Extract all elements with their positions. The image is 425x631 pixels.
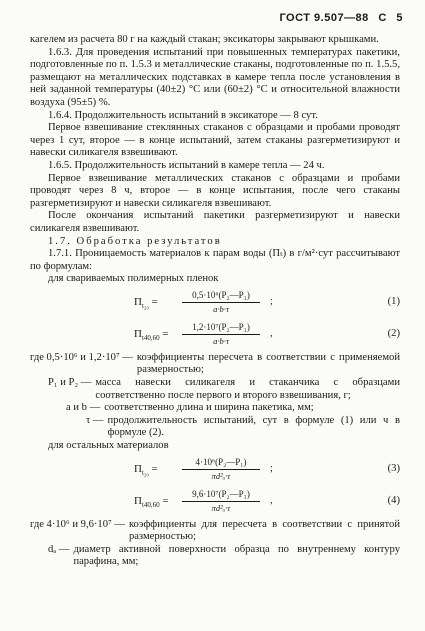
definition: a и b — соответственно длина и ширина пакетика, мм; xyxy=(66,402,314,414)
formula-lhs: $П_{t_{20}}$ = xyxy=(134,295,158,311)
formula-number: (3) xyxy=(387,462,400,474)
formula-number: (4) xyxy=(387,494,400,506)
paragraph: Первое взвешивание стеклянных стаканов с образцами и пробами проводят через 1 сут, второе — в конце испытаний, затем стаканы разгерметизируют и навески силикагеля взвешивают. xyxy=(30,122,400,159)
formula-number: (1) xyxy=(387,295,400,307)
formula-1: $П_{t_{20}}$ = $\frac{\text{0,5·10⁶(P₂—P₁)}}{a\cdot b\cdot\tau}$ ; (1) xyxy=(134,289,400,314)
formula-4: $П_{t40,60}$ = $\frac{\text{9,6·10⁷(P₂—P₁)}}{\text{πd²ₐ·τ}}$ , (4) xyxy=(134,488,400,513)
formula-lhs: $П_{t_{20}}$ = xyxy=(134,462,158,477)
paragraph: для остальных материалов xyxy=(48,440,169,452)
page-letter: С xyxy=(378,12,387,24)
definition: P₁ и P₂ — масса навески силикагеля и стаканчика с образцами соответственно после первого и второго взвешивания, г; xyxy=(48,377,400,401)
formula-fraction: $\frac{\text{0,5·10⁶(P₂—P₁)}}{a\cdot b\cdot\tau}$ xyxy=(182,289,260,315)
formula-fraction: $\frac{\text{4·10⁶(P₂—P₁)}}{\text{πd²ₐ·τ}}$ xyxy=(182,456,260,482)
definition: dₐ — диаметр активной поверхности образца по внутреннему контуру парафина, мм; xyxy=(48,543,400,568)
paragraph: 1.6.3. Для проведения испытаний при повышенных температурах пакетики, подготовленные по п. 1.5.3 и металлические стаканы, подготовленные по п. 1.5.5, размещают на металлических подставках в камере тепла после установления в ней заданной температуры (40±2) °С или (60±2) °С и относительной влажности воздуха (95±5) %. xyxy=(30,46,400,108)
formula-2: $П_{t40,60}$ = $\frac{\text{1,2·10⁷(P₂—P₁)}}{a\cdot b\cdot\tau}$ , (2) xyxy=(134,321,400,346)
paragraph: для свариваемых полимерных пленок xyxy=(48,273,219,285)
definitions-list xyxy=(30,519,400,569)
definition: где 4·10⁶ и 9,6·10⁷ — коэффициенты для пересчета в соответствии с принятой размерностью; xyxy=(30,518,400,543)
definition: τ — продолжительность испытаний, сут в формуле (1) или ч в формуле (2). xyxy=(86,414,400,439)
formula-number: (2) xyxy=(387,327,400,339)
paragraph: Первое взвешивание металлических стаканов с образцами и пробами проводят через 8 ч, второе — в конце испытания, после чего стаканы разгерметизируют и навески силикагеля взвешивают. xyxy=(30,172,400,209)
formula-fraction: $\frac{\text{9,6·10⁷(P₂—P₁)}}{\text{πd²ₐ·τ}}$ xyxy=(182,488,260,514)
paragraph: После окончания испытаний пакетики разгерметизируют и навески силикагеля взвешивают. xyxy=(30,210,400,234)
page-number: 5 xyxy=(396,12,403,24)
formula-lhs: $П_{t40,60}$ = xyxy=(134,327,169,343)
page-header xyxy=(273,12,403,24)
paragraph: 1.6.4. Продолжительность испытаний в эксикаторе — 8 сут. xyxy=(48,109,318,121)
formula-lhs: $П_{t40,60}$ = xyxy=(134,494,169,509)
definitions-list xyxy=(30,352,400,440)
formula-3: $П_{t_{20}}$ = $\frac{\text{4·10⁶(P₂—P₁)}}{\text{πd²ₐ·τ}}$ ; (3) xyxy=(134,456,400,481)
formula-fraction: $\frac{\text{1,2·10⁷(P₂—P₁)}}{a\cdot b\cdot\tau}$ xyxy=(182,321,260,347)
gost-number: ГОСТ 9.507—88 xyxy=(279,12,369,24)
section-heading: 1.7. Обработка результатов xyxy=(48,235,222,247)
paragraph: кагелем из расчета 80 г на каждый стакан; эксикаторы закрывают крышками. xyxy=(30,34,379,45)
paragraph: 1.7.1. Проницаемость материалов к парам воды (Пₜ) в г/м²·сут рассчитывают по формулам: xyxy=(30,248,400,272)
definition: где 0,5·10⁶ и 1,2·10⁷ — коэффициенты пересчета в соответствии с применяемой размерностью; xyxy=(30,351,400,376)
document-body xyxy=(30,34,400,569)
paragraph: 1.6.5. Продолжительность испытаний в камере тепла — 24 ч. xyxy=(48,159,325,171)
